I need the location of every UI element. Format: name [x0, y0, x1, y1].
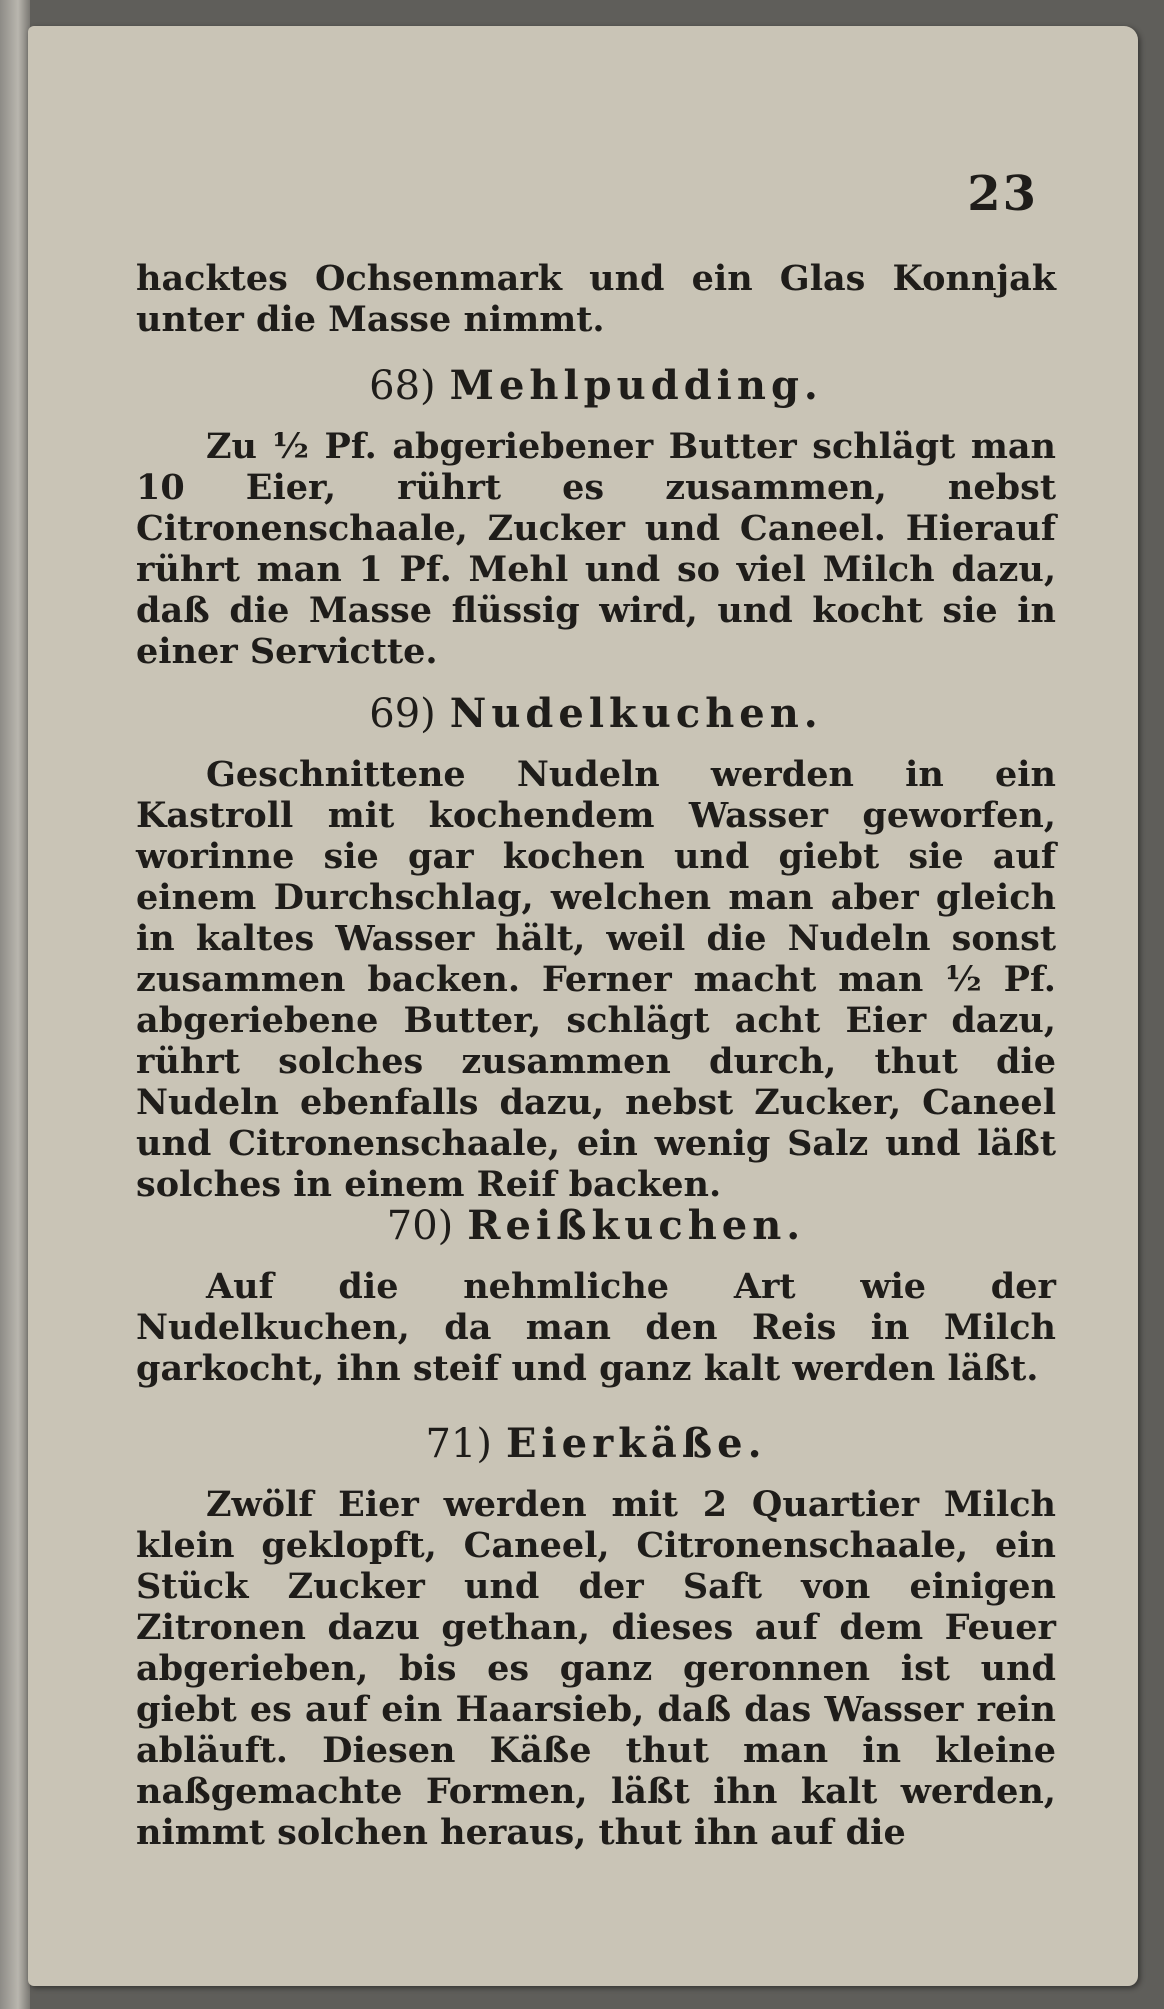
recipe-number: 68) [369, 363, 436, 409]
continuation-paragraph: hacktes Ochsenmark und ein Glas Konnjak unter die Masse nimmt. [136, 258, 1056, 340]
book-page [28, 26, 1138, 1986]
recipe-title: Mehlpudding. [449, 362, 823, 409]
recipe-number: 70) [386, 1203, 454, 1249]
recipe-number: 69) [369, 691, 436, 737]
page-number: 23 [967, 166, 1038, 222]
recipe-number: 71) [425, 1421, 492, 1467]
recipe-text-70: Auf die nehmliche Art wie der Nudelkuchen, da man den Reis in Milch garkocht, ihn steif und ganz kalt werden läßt. [136, 1266, 1056, 1389]
recipe-heading-68 [136, 362, 1056, 409]
left-page-edge [0, 0, 30, 2009]
recipe-title: Reißkuchen. [467, 1202, 806, 1249]
recipe-heading-71 [136, 1420, 1056, 1467]
recipe-text-71: Zwölf Eier werden mit 2 Quartier Milch klein geklopft, Caneel, Citronenschaale, ein Stück Zucker und der Saft von einigen Zitronen dazu gethan, dieses auf dem Feuer abgerieben, bis es ganz geronnen ist und giebt es auf ein Haarsieb, daß das Wasser rein abläuft. Diesen Käße thut man in kleine naßgemachte Formen, läßt ihn kalt werden, nimmt solchen heraus, thut ihn auf die [136, 1484, 1056, 1853]
recipe-text-68: Zu ½ Pf. abgeriebener Butter schlägt man 10 Eier, rührt es zusammen, nebst Citronenschaale, Zucker und Caneel. Hierauf rührt man 1 Pf. Mehl und so viel Milch dazu, daß die Masse flüssig wird, und kocht sie in einer Servictte. [136, 426, 1056, 672]
recipe-text-69: Geschnittene Nudeln werden in ein Kastroll mit kochendem Wasser geworfen, worinne sie gar kochen und giebt sie auf einem Durchschlag, welchen man aber gleich in kaltes Wasser hält, weil die Nudeln sonst zusammen backen. Ferner macht man ½ Pf. abgeriebene Butter, schlägt acht Eier dazu, rührt solches zusammen durch, thut die Nudeln ebenfalls dazu, nebst Zucker, Caneel und Citronenschaale, ein wenig Salz und läßt solches in einem Reif backen. [136, 754, 1056, 1205]
recipe-title: Nudelkuchen. [449, 690, 823, 737]
recipe-title: Eierkäße. [505, 1420, 767, 1467]
recipe-heading-69 [136, 690, 1056, 737]
recipe-heading-70 [136, 1202, 1056, 1249]
